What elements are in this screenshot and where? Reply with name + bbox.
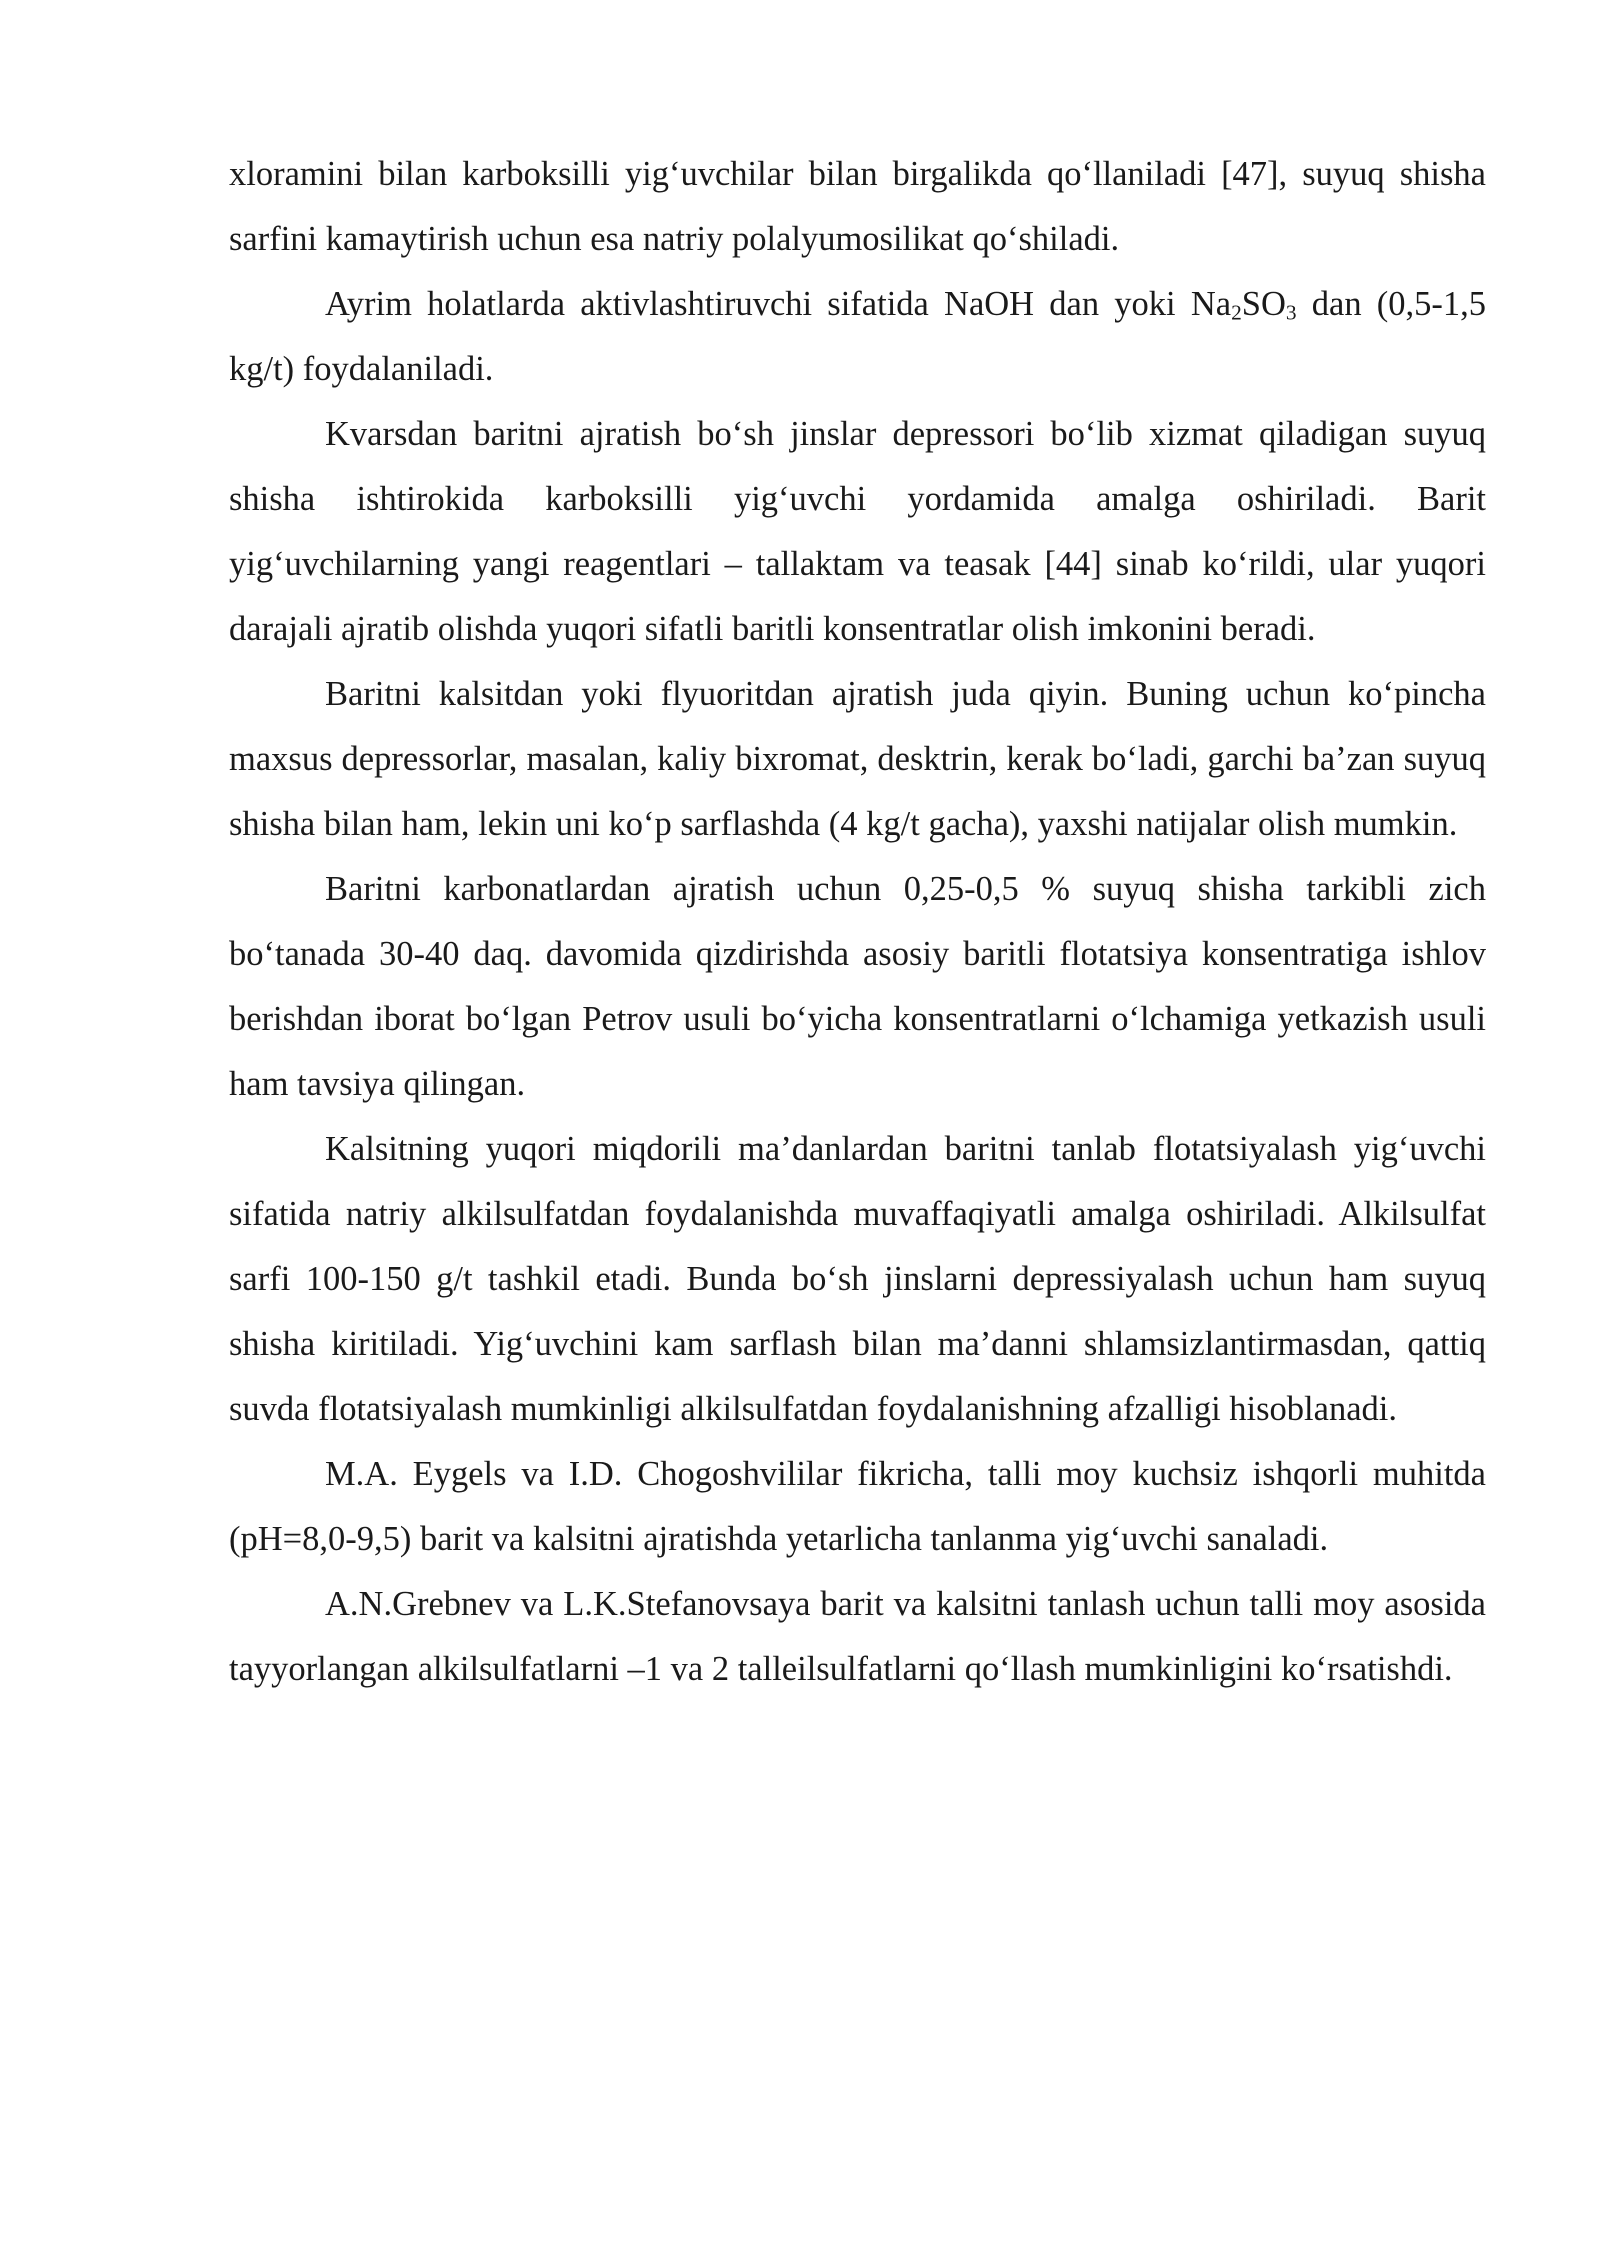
paragraph-2-text-c: dan (0,5-1,5 kg/t) foydalaniladi. [229,285,1486,388]
document-body [229,142,1486,1702]
paragraph-2-text-a: Ayrim holatlarda aktivlashtiruvchi sifatida NaOH dan yoki Na [325,285,1232,323]
paragraph-2-text-b: SO [1241,285,1286,323]
paragraph-4: Baritni kalsitdan yoki flyuoritdan ajratish juda qiyin. Buning uchun ko‘pincha maxsus depressorlar, masalan, kaliy bixromat, desktrin, kerak bo‘ladi, garchi ba’zan suyuq shisha bilan ham, lekin uni ko‘p sarflashda (4 kg/t gacha), yaxshi natijalar olish mumkin. [229,675,1486,843]
paragraph-5: Baritni karbonatlardan ajratish uchun 0,25-0,5 % suyuq shisha tarkibli zich bo‘tanada 30-40 daq. davomida qizdirishda asosiy baritli flotatsiya konsentratiga ishlov berishdan iborat bo‘lgan Petrov usuli bo‘yicha konsentratlarni o‘lchamiga yetkazish usuli ham tavsiya qilingan. [229,870,1486,1103]
paragraph-2 [229,272,1486,402]
subscript-3: 3 [1285,300,1297,325]
paragraph-7: M.A. Eygels va I.D. Chogoshvililar fikricha, talli moy kuchsiz ishqorli muhitda (pH=8,0-9,5) barit va kalsitni ajratishda yetarlicha tanlanma yig‘uvchi sanaladi. [229,1455,1486,1558]
paragraph-6: Kalsitning yuqori miqdorili ma’danlardan baritni tanlab flotatsiyalash yig‘uvchi sifatida natriy alkilsulfatdan foydalanishda muvaffaqiyatli amalga oshiriladi. Alkilsulfat sarfi 100-150 g/t tashkil etadi. Bunda bo‘sh jinslarni depressiyalash uchun ham suyuq shisha kiritiladi. Yig‘uvchini kam sarflash bilan ma’danni shlamsizlantirmasdan, qattiq suvda flotatsiyalash mumkinligi alkilsulfatdan foydalanishning afzalligi hisoblanadi. [229,1130,1486,1428]
paragraph-3: Kvarsdan baritni ajratish bo‘sh jinslar depressori bo‘lib xizmat qiladigan suyuq shisha ishtirokida karboksilli yig‘uvchi yordamida amalga oshiriladi. Barit yig‘uvchilarning yangi reagentlari – tallaktam va teasak [44] sinab ko‘rildi, ular yuqori darajali ajratib olishda yuqori sifatli baritli konsentratlar olish imkonini beradi. [229,415,1486,648]
paragraph-8: A.N.Grebnev va L.K.Stefanovsaya barit va kalsitni tanlash uchun talli moy asosida tayyorlangan alkilsulfatlarni –1 va 2 talleilsulfatlarni qo‘llash mumkinligini ko‘rsatishdi. [229,1585,1486,1688]
paragraph-1: xloramini bilan karboksilli yig‘uvchilar bilan birgalikda qo‘llaniladi [47], suyuq shisha sarfini kamaytirish uchun esa natriy polalyumosilikat qo‘shiladi. [229,155,1486,258]
subscript-2: 2 [1231,300,1242,325]
